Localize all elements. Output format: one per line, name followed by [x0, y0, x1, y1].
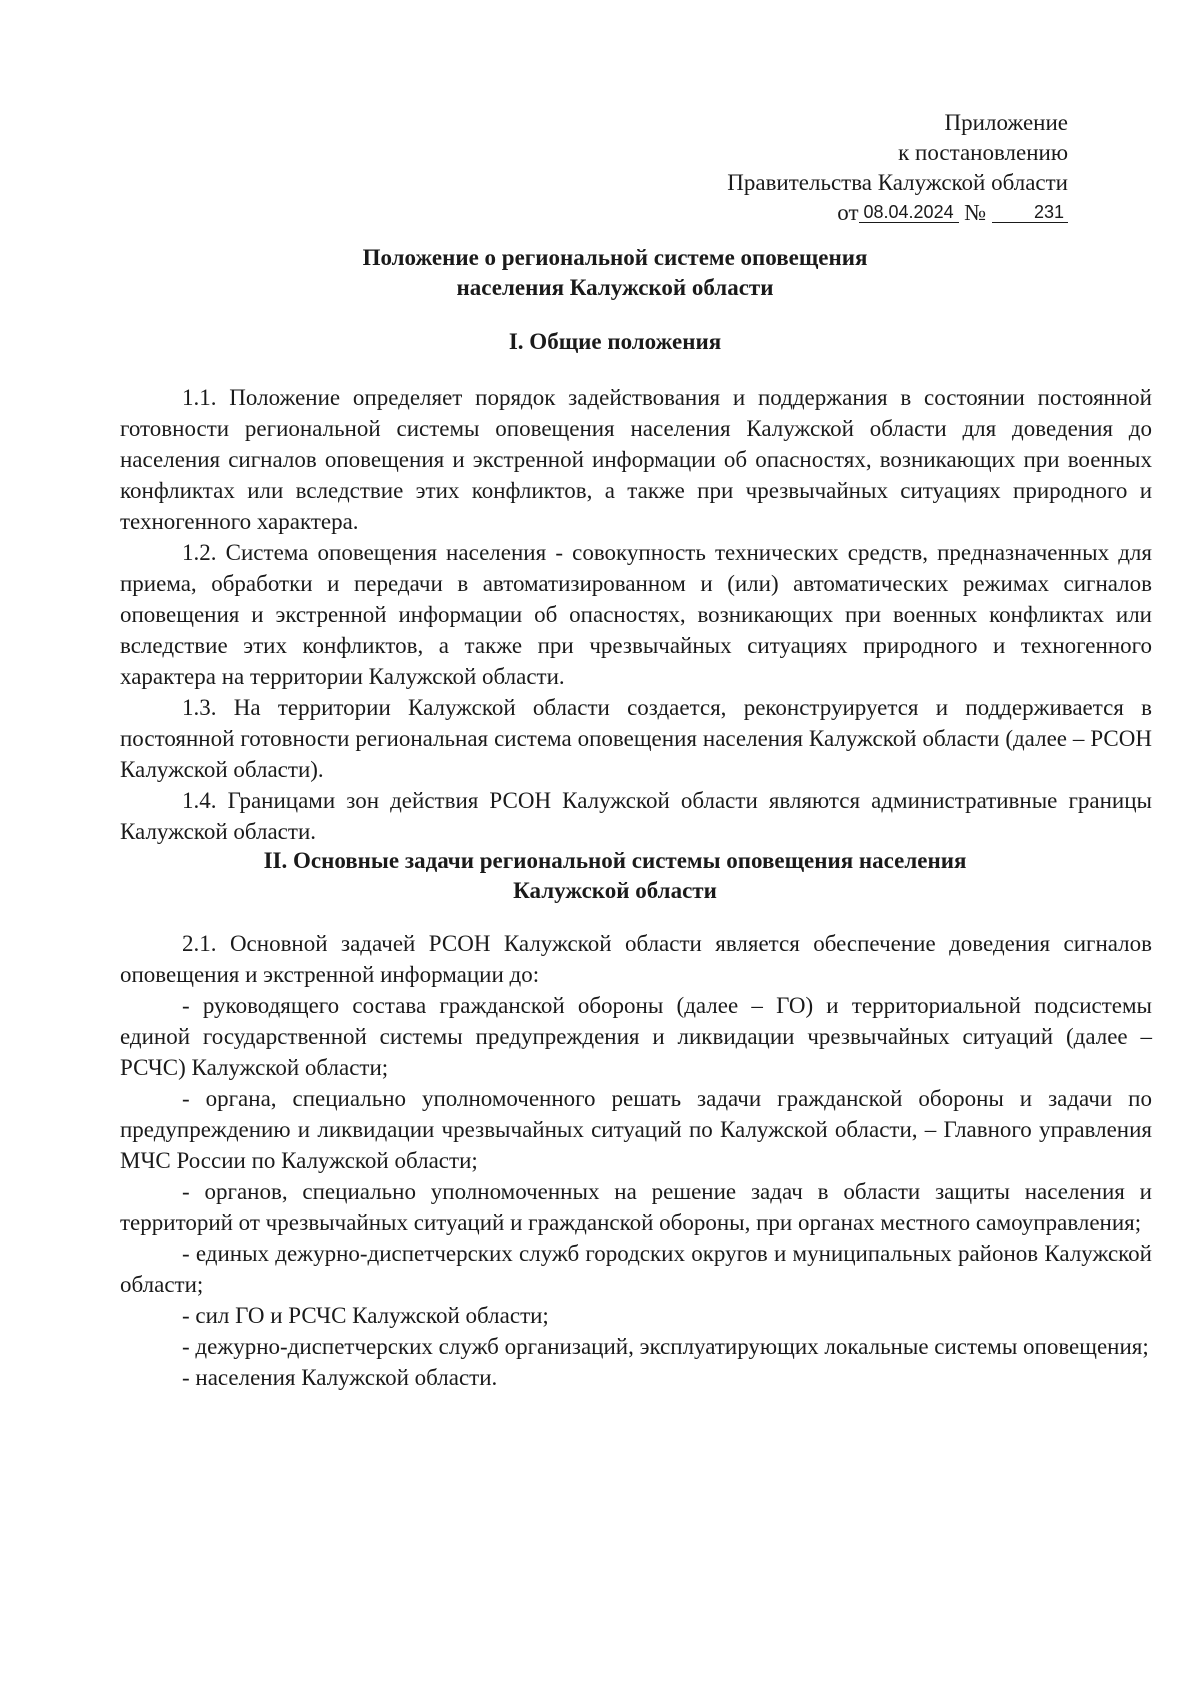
section-1-body [120, 382, 1152, 847]
document-title-line-2: населения Калужской области [456, 275, 774, 300]
paragraph-1-4: 1.4. Границами зон действия РСОН Калужской области являются административные границы Калужской области. [120, 788, 1152, 844]
appendix-header [727, 108, 1068, 228]
appendix-government-label: Правительства Калужской области [727, 170, 1068, 195]
list-item: - единых дежурно-диспетчерских служб городских округов и муниципальных районов Калужской области; [120, 1241, 1152, 1297]
paragraph-1-3: 1.3. На территории Калужской области создается, реконструируется и поддерживается в постоянной готовности региональная система оповещения населения Калужской области (далее – РСОН Калужской области). [120, 695, 1152, 782]
paragraph-2-1: 2.1. Основной задачей РСОН Калужской области является обеспечение доведения сигналов оповещения и экстренной информации до: [120, 931, 1152, 987]
list-item: - сил ГО и РСЧС Калужской области; [182, 1303, 549, 1328]
list-item: - руководящего состава гражданской обороны (далее – ГО) и территориальной подсистемы единой государственной системы предупреждения и ликвидации чрезвычайных ситуаций (далее – РСЧС) Калужской области; [120, 993, 1152, 1080]
resolution-number: 231 [992, 202, 1068, 223]
appendix-resolution-label: к постановлению [898, 140, 1068, 165]
appendix-label: Приложение [944, 110, 1068, 135]
appendix-date-line [727, 198, 1068, 228]
section-1-heading [120, 327, 1110, 357]
document-title [120, 243, 1110, 303]
list-item: - дежурно-диспетчерских служб организаций, эксплуатирующих локальные системы оповещения; [182, 1334, 1149, 1359]
list-item: - органов, специально уполномоченных на решение задач в области защиты населения и территорий от чрезвычайных ситуаций и гражданской обороны, при органах местного самоуправления; [120, 1179, 1152, 1235]
paragraph-1-1: 1.1. Положение определяет порядок задействования и поддержания в состоянии постоянной готовности региональной системы оповещения населения Калужской области для доведения до населения сигналов оповещения и экстренной информации об опасностях, возникающих при военных конфликтах или вследствие этих конфликтов, а также при чрезвычайных ситуациях природного и техногенного характера. [120, 385, 1152, 534]
list-item: - органа, специально уполномоченного решать задачи гражданской обороны и задачи по предупреждению и ликвидации чрезвычайных ситуаций по Калужской области, – Главного управления МЧС России по Калужской области; [120, 1086, 1152, 1173]
document-title-line-1: Положение о региональной системе оповещения [362, 245, 868, 270]
section-2-heading-line-2: Калужской области [513, 878, 717, 903]
paragraph-1-2: 1.2. Система оповещения населения - совокупность технических средств, предназначенных для приема, обработки и передачи в автоматизированном и (или) автоматических режимах сигналов оповещения и экстренной информации об опасностях, возникающих при военных конфликтах или вследствие этих конфликтов, а также при чрезвычайных ситуациях природного и техногенного характера на территории Калужской области. [120, 540, 1152, 689]
date-prefix: от [837, 200, 859, 225]
section-1-heading-text: I. Общие положения [508, 329, 722, 354]
section-2-body [120, 928, 1152, 1393]
resolution-date: 08.04.2024 [859, 202, 959, 223]
list-item: - населения Калужской области. [182, 1365, 498, 1390]
section-2-heading-line-1: II. Основные задачи региональной системы оповещения населения [263, 848, 967, 873]
number-prefix: № [964, 200, 987, 225]
section-2-heading [120, 846, 1110, 906]
